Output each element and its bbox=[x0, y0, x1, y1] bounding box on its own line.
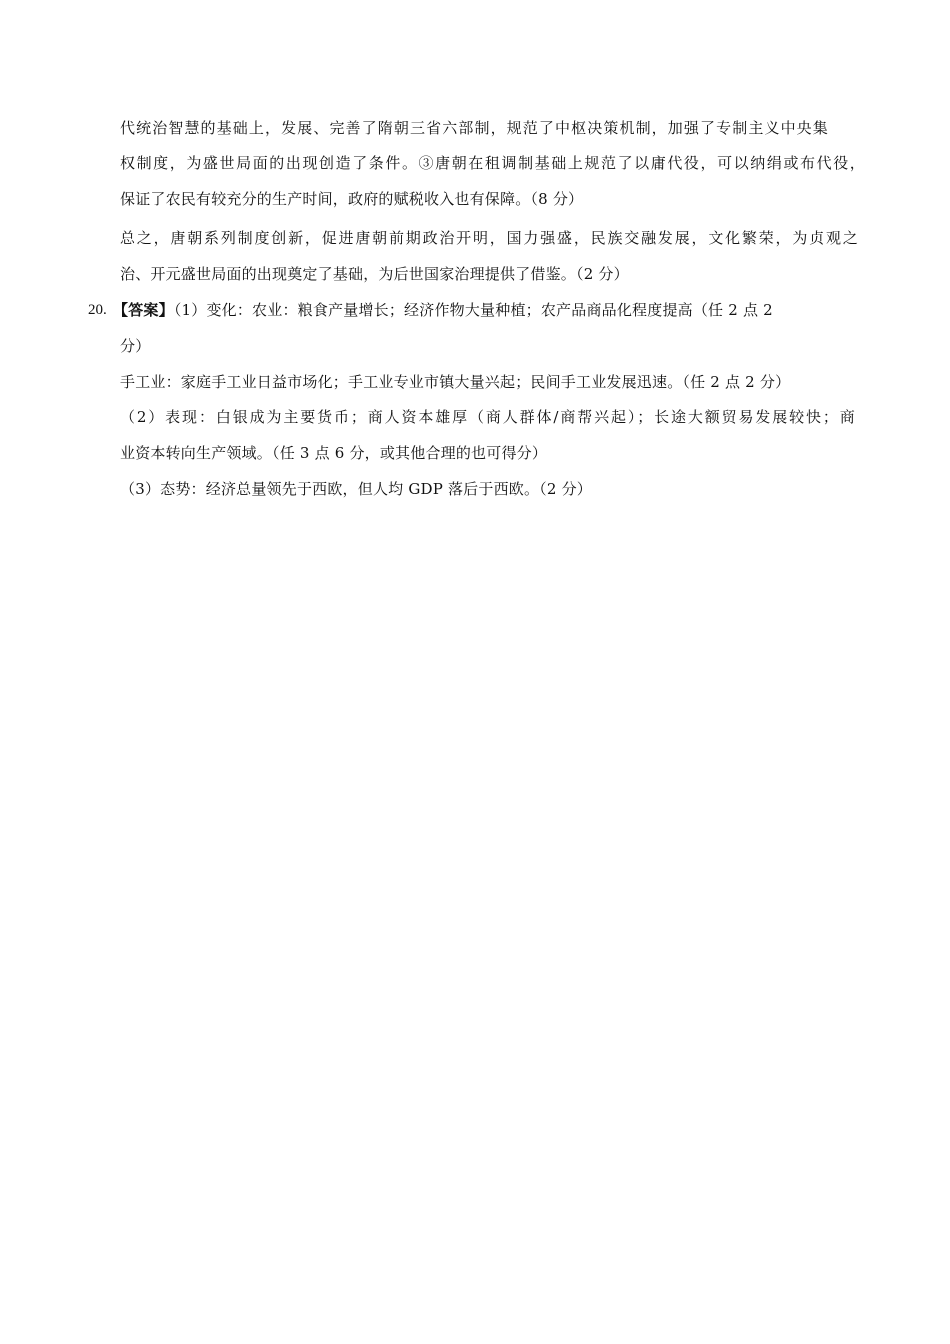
part2-line-2: 业资本转向生产领域。（任 3 点 6 分，或其他合理的也可得分） bbox=[120, 444, 548, 462]
q19-text-line-2: 权制度，为盛世局面的出现创造了条件。③唐朝在租调制基础上规范了以庸代役，可以纳绢或布代役， bbox=[120, 154, 865, 172]
q19-text-line-1: 代统治智慧的基础上，发展、完善了隋朝三省六部制，规范了中枢决策机制，加强了专制主义中央集 bbox=[120, 119, 828, 137]
q19-summary-line-1: 总之，唐朝系列制度创新，促进唐朝前期政治开明，国力强盛，民族交融发展，文化繁荣，为贞观之 bbox=[120, 229, 858, 247]
part1-line-3: 手工业：家庭手工业日益市场化；手工业专业市镇大量兴起；民间手工业发展迅速。（任 2 点 2 分） bbox=[120, 373, 791, 391]
part1-line-2: 分） bbox=[120, 337, 151, 355]
q19-summary-line-2: 治、开元盛世局面的出现奠定了基础，为后世国家治理提供了借鉴。（2 分） bbox=[120, 265, 629, 283]
answer-label: 【答案】 bbox=[113, 301, 174, 319]
part2-line-1: （2）表现：白银成为主要货币；商人资本雄厚（商人群体/商帮兴起）；长途大额贸易发展较快；商 bbox=[120, 408, 855, 426]
part3-line-1: （3）态势：经济总量领先于西欧，但人均 GDP 落后于西欧。（2 分） bbox=[120, 480, 592, 498]
answer-line-1 bbox=[113, 300, 773, 320]
part1-line-1: （1）变化：农业：粮食产量增长；经济作物大量种植；农产品商品化程度提高（任 2 点 2 bbox=[173, 301, 773, 319]
q19-text-line-3: 保证了农民有较充分的生产时间，政府的赋税收入也有保障。（8 分） bbox=[120, 190, 584, 208]
question-number: 20. bbox=[88, 302, 107, 318]
